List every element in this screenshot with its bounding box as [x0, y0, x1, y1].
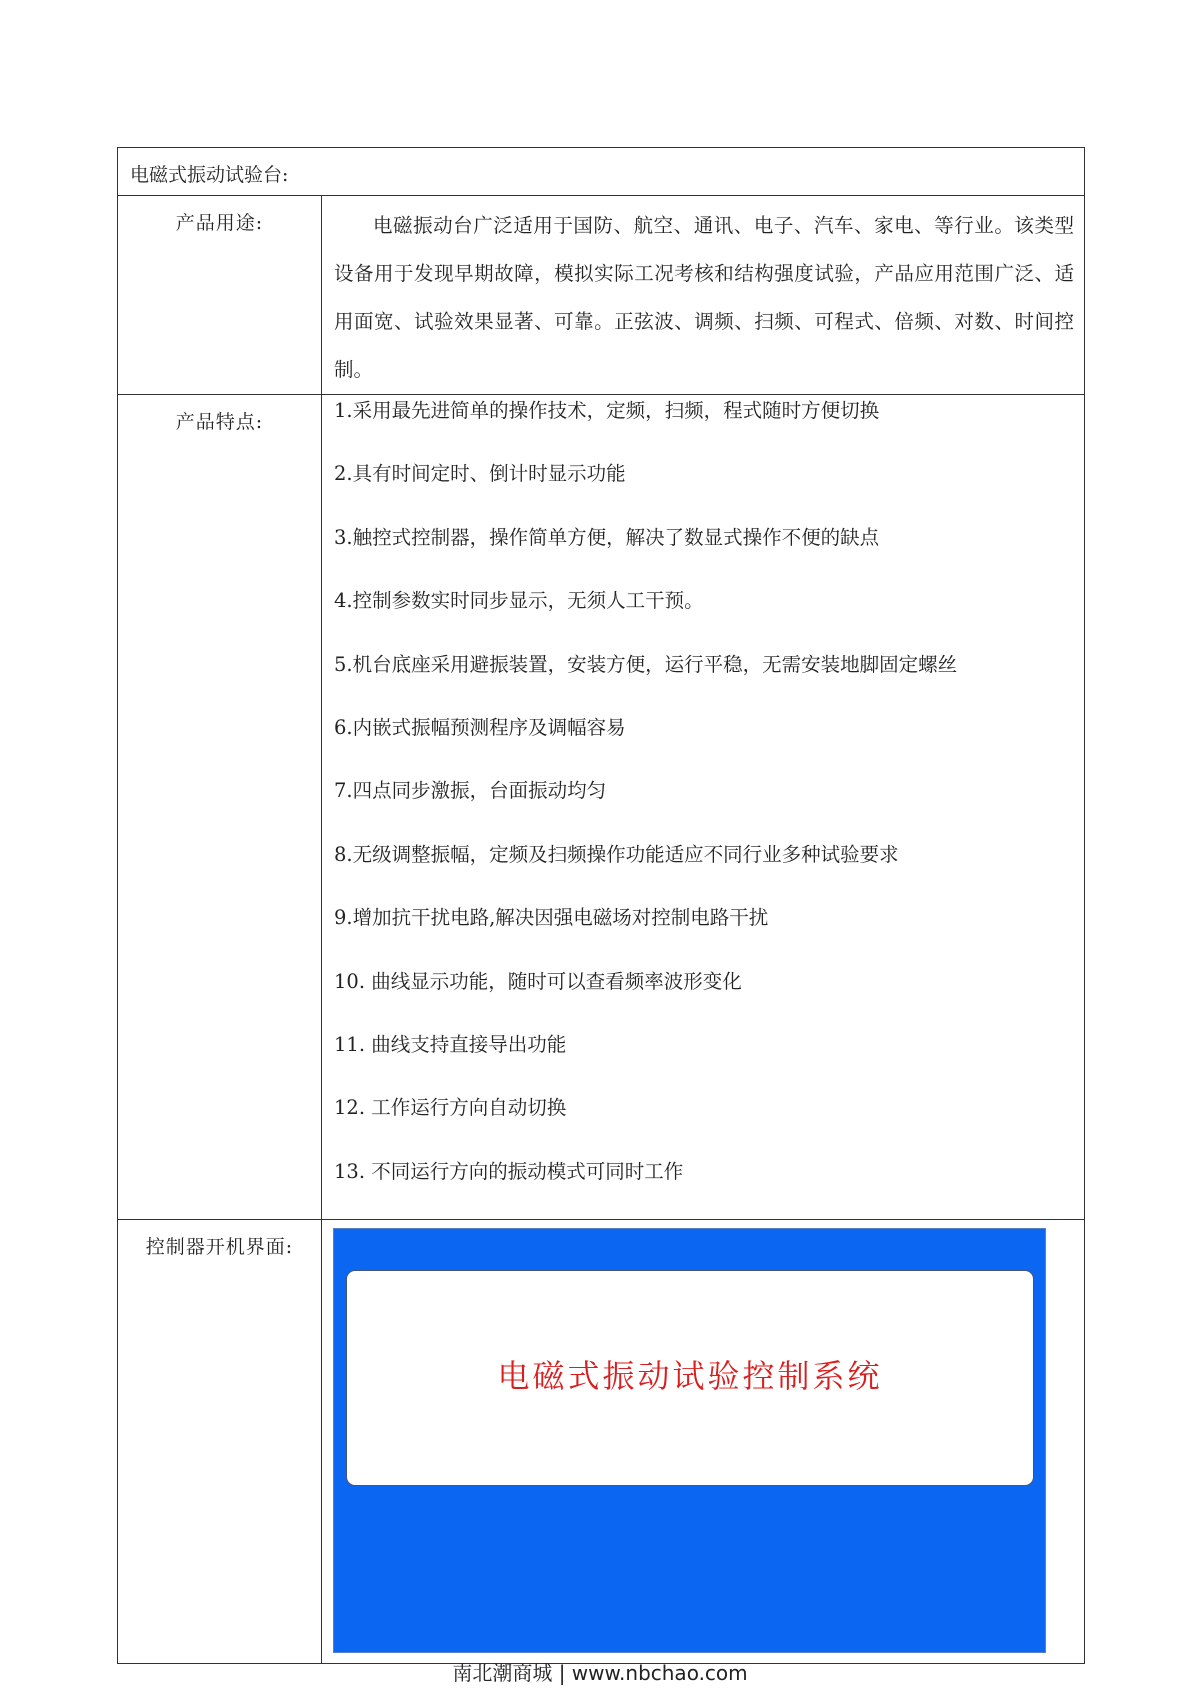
controller-label: 控制器开机界面:: [118, 1220, 322, 1664]
spec-table: [117, 147, 1085, 1664]
title-row: [118, 148, 1085, 196]
feature-item: 5.机台底座采用避振装置，安装方便，运行平稳，无需安装地脚固定螺丝: [334, 652, 958, 676]
splash-title: 电磁式振动试验控制系统: [497, 1357, 883, 1396]
feature-item: 4.控制参数实时同步显示，无须人工干预。: [334, 589, 704, 613]
feature-item: 10. 曲线显示功能，随时可以查看频率波形变化: [334, 969, 742, 993]
feature-item: 1.采用最先进简单的操作技术，定频，扫频，程式随时方便切换: [334, 399, 880, 422]
splash-panel: [346, 1270, 1034, 1486]
usage-text: 电磁振动台广泛适用于国防、航空、通讯、电子、汽车、家电、等行业。该类型设备用于发现早期故障，模拟实际工况考核和结构强度试验，产品应用范围广泛、适用面宽、试验效果显著、可靠。正弦波、调频、扫频、可程式、倍频、对数、时间控制。: [322, 196, 1085, 395]
feature-item: 12. 工作运行方向自动切换: [334, 1096, 567, 1120]
features-row: [118, 395, 1085, 1220]
footer-watermark: 南北潮商城 | www.nbchao.com: [452, 1661, 748, 1685]
feature-item: 8.无级调整振幅，定频及扫频操作功能适应不同行业多种试验要求: [334, 842, 899, 866]
feature-list: [334, 395, 1074, 1219]
feature-item: 9.增加抗干扰电路,解决因强电磁场对控制电路干扰: [334, 906, 769, 930]
feature-item: 13. 不同运行方向的振动模式可同时工作: [334, 1159, 684, 1183]
controller-screen-cell: [322, 1220, 1085, 1664]
usage-row: [118, 196, 1085, 395]
feature-item: 2.具有时间定时、倒计时显示功能: [334, 462, 626, 486]
controller-row: [118, 1220, 1085, 1664]
document-title: 电磁式振动试验台:: [118, 148, 1085, 196]
feature-item: 7.四点同步激振，台面振动均匀: [334, 779, 607, 803]
feature-item: 3.触控式控制器，操作简单方便，解决了数显式操作不便的缺点: [334, 525, 880, 549]
feature-item: 11. 曲线支持直接导出功能: [334, 1032, 567, 1056]
usage-label: 产品用途:: [118, 196, 322, 395]
feature-item: 6.内嵌式振幅预测程序及调幅容易: [334, 715, 626, 739]
features-label: 产品特点:: [118, 395, 322, 1220]
controller-startup-screen: [333, 1228, 1046, 1653]
features-cell: [322, 395, 1085, 1220]
